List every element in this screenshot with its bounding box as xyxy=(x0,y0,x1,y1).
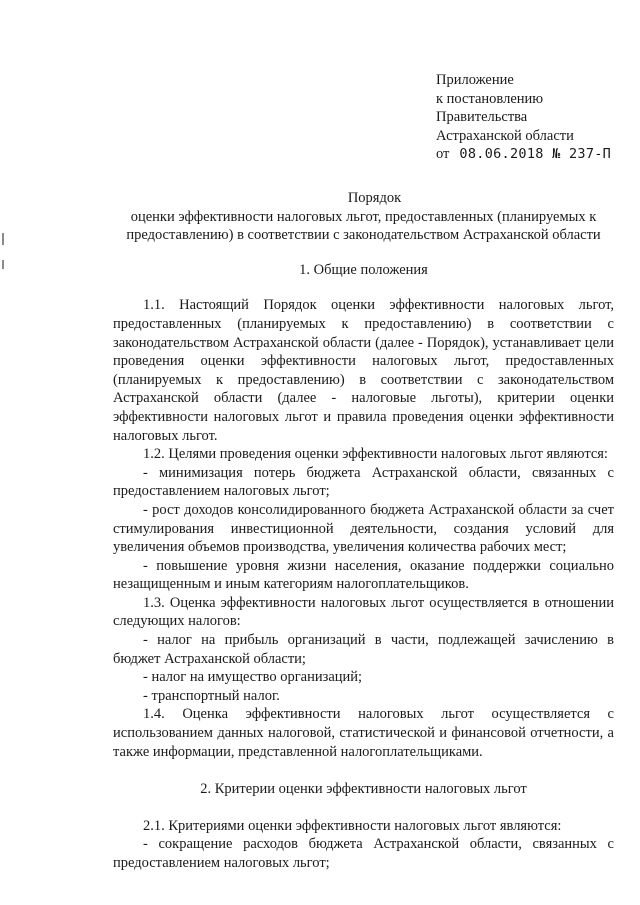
list-item: - налог на прибыль организаций в части, подлежащей зачислению в бюджет Астраханской области; xyxy=(113,632,614,667)
section-heading: 2. Критерии оценки эффективности налоговых льгот xyxy=(200,781,527,798)
scan-artifact xyxy=(2,233,4,245)
date-stamp: 08.06.2018 № 237-П xyxy=(459,146,612,163)
list-item: - сокращение расходов бюджета Астраханской области, связанных с предоставлением налоговых льгот; xyxy=(113,836,614,871)
list-item: - налог на имущество организаций; xyxy=(143,669,363,686)
scan-artifact xyxy=(2,260,4,269)
appendix-line: Приложение xyxy=(436,72,514,88)
appendix-line: Правительства xyxy=(436,109,528,126)
paragraph: 2.1. Критериями оценки эффективности налоговых льгот являются: xyxy=(143,817,562,834)
list-item: - минимизация потерь бюджета Астраханской области, связанных с предоставлением налоговых льгот; xyxy=(113,464,614,500)
date-prefix: от xyxy=(436,146,450,163)
paragraph: 1.3. Оценка эффективности налоговых льгот осуществляется в отношении следующих налогов: xyxy=(113,594,614,630)
appendix-line: Астраханской области xyxy=(436,127,574,144)
paragraph: 1.4. Оценка эффективности налоговых льгот осуществляется с использованием данных налоговой, статистической и финансовой отчетности, а также информации, представленной налогоплательщиками. xyxy=(113,706,614,760)
appendix-date-line xyxy=(436,145,611,164)
section-heading: 1. Общие положения xyxy=(299,261,428,278)
appendix-block xyxy=(436,71,611,164)
document-subtitle: оценки эффективности налоговых льгот, предоставленных (планируемых к предоставлению) в соответствии с законодательством Астраханской области xyxy=(126,208,601,244)
list-item: - рост доходов консолидированного бюджета Астраханской области за счет стимулирования инвестиционной деятельности, создания условий для увеличения объемов производства, увеличения количества рабочих мест; xyxy=(113,501,614,556)
appendix-line: к постановлению xyxy=(436,90,544,107)
document-body xyxy=(113,189,614,873)
paragraph: 1.1. Настоящий Порядок оценки эффективности налоговых льгот, предоставленных (планируемых к предоставлению) в соответствии с законодательством Астраханской области (далее - Порядок), устанавливает цели проведения оценки эффективности налоговых льгот, предоставленных (планируемых к предоставлению) в соответствии с законодательством Астраханской области (далее - налоговые льготы), критерии оценки эффективности налоговых льгот и правила проведения оценки эффективности налоговых льгот. xyxy=(113,297,614,444)
document-title: Порядок xyxy=(347,190,402,206)
paragraph: 1.2. Целями проведения оценки эффективности налоговых льгот являются: xyxy=(143,446,608,463)
list-item: - повышение уровня жизни населения, оказание поддержки социально незащищенным и иным категориям налогоплательщиков. xyxy=(113,557,614,593)
list-item: - транспортный налог. xyxy=(143,687,280,704)
